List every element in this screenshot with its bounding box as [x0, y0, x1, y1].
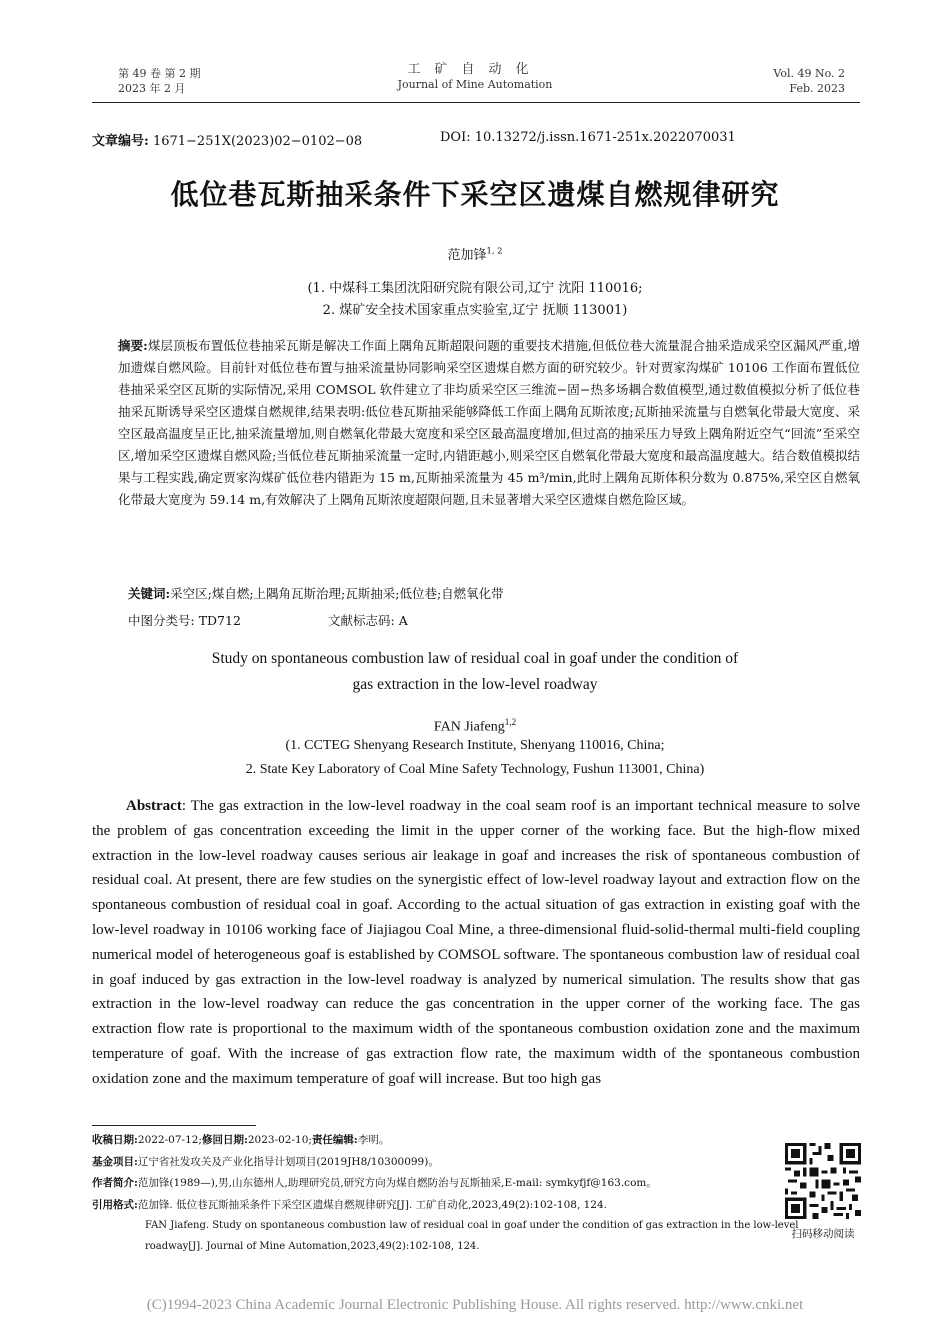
clc-label: 中图分类号: — [128, 613, 195, 628]
doi[interactable] — [440, 130, 736, 145]
fund-label: 基金项目: — [92, 1156, 138, 1168]
keywords-label: 关键词: — [128, 586, 171, 601]
received-date: 2022-07-12; — [137, 1134, 202, 1146]
volume-issue-cn: 第 49 卷 第 2 期 — [118, 67, 201, 80]
journal-volume-en — [773, 66, 845, 96]
footnote-dates — [92, 1133, 792, 1147]
clc-value: TD712 — [194, 613, 241, 628]
citation-cn: 范加锋. 低位巷瓦斯抽采条件下采空区遗煤自燃规律研究[J]. 工矿自动化,2023,49(2):102-108, 124. — [137, 1199, 607, 1211]
article-meta — [92, 130, 736, 149]
editor-name: 李明。 — [357, 1134, 390, 1146]
qr-caption: 扫码移动阅读 — [791, 1228, 855, 1240]
doc-code — [328, 611, 408, 629]
doi-label: DOI: — [440, 130, 475, 145]
abstract-cn-label: 摘要: — [118, 338, 148, 353]
affiliations-cn — [0, 278, 950, 322]
citation-en-line-1: FAN Jiafeng. Study on spontaneous combustion law of residual coal in goaf under the condition of gas extraction in the low-level — [145, 1220, 799, 1231]
citation-en-line-2: roadway[J]. Journal of Mine Automation,2023,49(2):102-108, 124. — [145, 1241, 480, 1252]
doi-value: 10.13272/j.issn.1671-251x.2022070031 — [474, 130, 736, 145]
date-cn: 2023 年 2 月 — [118, 82, 186, 95]
editor-label: 责任编辑: — [311, 1134, 358, 1146]
qr-code[interactable] — [785, 1143, 861, 1219]
author-bio-label: 作者简介: — [92, 1177, 138, 1189]
copyright-watermark: (C)1994-2023 China Academic Journal Electronic Publishing House. All rights reserved. http://www.cnki.net — [146, 1297, 804, 1313]
date-en: Feb. 2023 — [789, 82, 845, 95]
journal-name-cn: 工矿自动化 — [407, 62, 543, 77]
author-bio-text: 范加锋(1989—),男,山东德州人,助理研究员,研究方向为煤自燃防治与瓦斯抽采,E-mail: symkyfjf@163.com。 — [137, 1177, 657, 1189]
title-en — [0, 646, 950, 698]
citation-label: 引用格式: — [92, 1199, 138, 1211]
affiliation-en-2: 2. State Key Laboratory of Coal Mine Safety Technology, Fushun 113001, China) — [245, 762, 705, 777]
article-no-label: 文章编号: — [92, 134, 149, 149]
keywords-text: 采空区;煤自燃;上隅角瓦斯治理;瓦斯抽采;低位巷;自燃氧化带 — [170, 586, 504, 601]
affiliation-cn-1: (1. 中煤科工集团沈阳研究院有限公司,辽宁 沈阳 110016; — [307, 281, 643, 296]
abstract-en-text: : The gas extraction in the low-level roadway in the coal seam roof is an important technical measure to solve the problem of gas concentration exceeding the limit in the upper corner of the working face. But the high-flow mixed extraction in the low-level roadway causes serious air leakage in goaf and increases the risk of spontaneous combustion of residual coal. At present, there are few studies on the synergistic effect of low-level roadway layout and extraction flow on the spontaneous combustion of residual coal in goaf. According to the actual situation of gas extraction in existing goaf with the low-level roadway in 10106 working face of Jiajiagou Coal Mine, a three-dimensional fluid-solid-thermal multi-field coupling numerical model of heterogeneous goaf is established by COMSOL software. The spontaneous combustion law of residual coal in goaf induced by gas extraction in the low-level roadway is analyzed by numerical simulation. The results show that gas extraction in the low-level roadway can reduce the gas concentration in the upper corner of the working face. The gas extraction flow rate is proportional to the maximum width of the spontaneous combustion oxidation zone and the maximum temperature of goaf. With the increase of gas extraction flow rate, the maximum width of the spontaneous combustion oxidation zone and the maximum temperature of goaf will increase. But too high gas — [92, 798, 860, 1087]
affiliation-cn-2: 2. 煤矿安全技术国家重点实验室,辽宁 抚顺 113001) — [322, 303, 628, 318]
author-cn-name: 范加锋 — [447, 248, 487, 263]
title-cn: 低位巷瓦斯抽采条件下采空区遗煤自燃规律研究 — [170, 178, 780, 211]
doc-code-label: 文献标志码: — [328, 613, 395, 628]
title-en-line-2: gas extraction in the low-level roadway — [352, 676, 598, 693]
abstract-cn-text: 煤层顶板布置低位巷抽采瓦斯是解决工作面上隅角瓦斯超限问题的重要技术措施,但低位巷大流量混合抽采造成采空区漏风严重,增加遗煤自燃风险。目前针对低位巷布置与抽采流量协同影响采空区遗煤自燃方面的研究较少。针对贾家沟煤矿 10106 工作面布置低位巷抽采采空区瓦斯的实际情况,采用 COMSOL 软件建立了非均质采空区三维流−固−热多场耦合数值模型,通过数值模拟分析了低位巷抽采瓦斯诱导采空区遗煤自燃规律,结果表明:低位巷瓦斯抽采能够降低工作面上隅角瓦斯浓度;瓦斯抽采流量与自燃氧化带最大宽度、采空区最高温度呈正比,抽采流量增加,则自燃氧化带最大宽度和采空区最高温度增加,但过高的抽采压力导致上隅角附近空气“回流”至采空区,增加采空区遗煤自燃风险;当低位巷瓦斯抽采流量一定时,内错距越小,则采空区自燃氧化带最大宽度和最高温度越大。结合数值模拟结果与工程实践,确定贾家沟煤矿低位巷内错距为 15 m,瓦斯抽采流量为 45 m³/min,此时上隅角瓦斯体积分数为 0.875%,采空区自燃氧化带最大宽度为 59.14 m,有效解决了上隅角瓦斯浓度超限问题,且未显著增大采空区遗煤自燃危险区域。 — [118, 338, 860, 507]
journal-name-en: Journal of Mine Automation — [397, 78, 553, 91]
abstract-en-label: Abstract — [126, 798, 182, 814]
title-en-line-1: Study on spontaneous combustion law of residual coal in goaf under the condition of — [211, 650, 739, 667]
footnote-author — [92, 1176, 792, 1190]
volume-issue-en: Vol. 49 No. 2 — [773, 67, 845, 80]
footnote-divider — [92, 1125, 256, 1126]
author-cn-sup: 1, 2 — [486, 245, 503, 256]
author-en-name: FAN Jiafeng — [433, 719, 505, 735]
revised-label: 修回日期: — [201, 1134, 248, 1146]
footnote-fund — [92, 1155, 792, 1169]
article-no: 1671−251X(2023)02−0102−08 — [148, 134, 363, 149]
footnote-citation — [92, 1198, 792, 1212]
abstract-en — [92, 794, 860, 1092]
keywords-cn — [128, 584, 504, 602]
revised-date: 2023-02-10; — [247, 1134, 312, 1146]
doc-code-value: A — [394, 613, 408, 628]
abstract-cn — [118, 335, 860, 511]
affiliations-en — [0, 734, 950, 782]
header-divider — [92, 102, 860, 103]
received-label: 收稿日期: — [92, 1134, 138, 1146]
classification — [128, 611, 408, 629]
affiliation-en-1: (1. CCTEG Shenyang Research Institute, Shenyang 110016, China; — [285, 738, 665, 753]
author-cn — [0, 244, 950, 263]
fund-text: 辽宁省社发攻关及产业化指导计划项目(2019JH8/10300099)。 — [137, 1156, 439, 1168]
author-en-sup: 1,2 — [504, 717, 517, 727]
